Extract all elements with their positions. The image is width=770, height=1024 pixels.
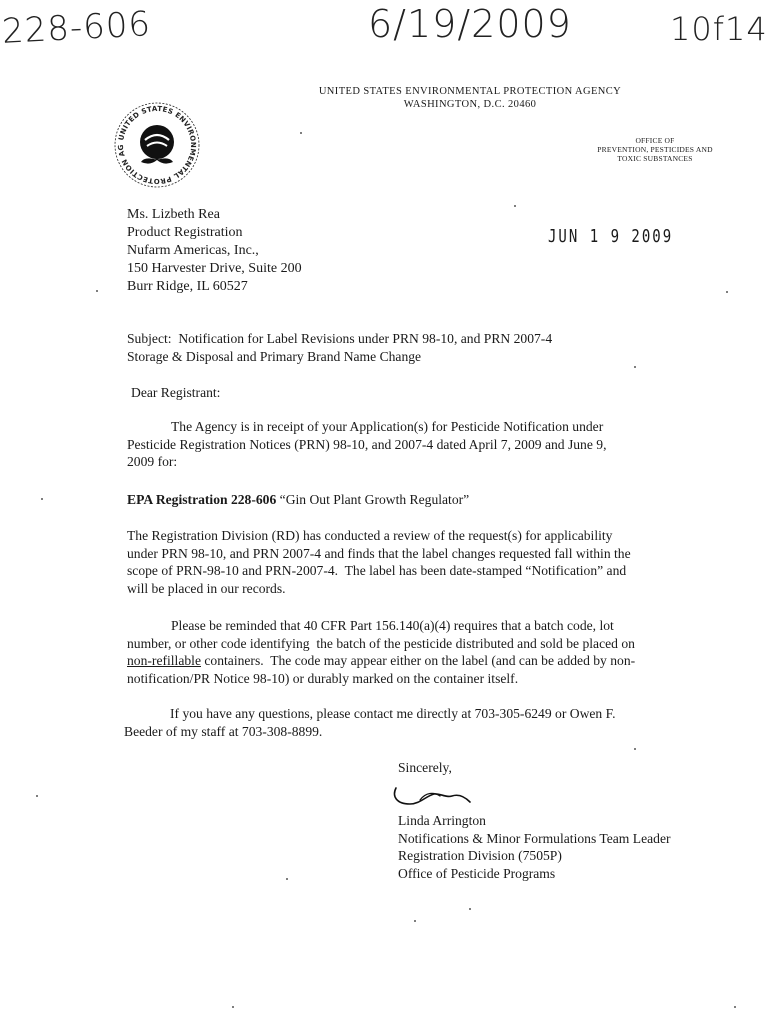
agency-name: UNITED STATES ENVIRONMENTAL PROTECTION AGENCY — [318, 86, 622, 97]
paragraph-contact-line-1: If you have any questions, please contact me directly at 703-305-6249 or Owen F. — [170, 706, 616, 721]
paragraph-receipt-line-1: The Agency is in receipt of your Application(s) for Pesticide Notification under — [171, 419, 604, 434]
office-block — [580, 136, 730, 163]
epa-seal-logo — [112, 100, 202, 190]
paragraph-contact-line-2: Beeder of my staff at 703-308-8899. — [124, 723, 323, 739]
registration-number: EPA Registration 228-606 — [127, 492, 277, 507]
paragraph-review-line-3: scope of PRN-98-10 and PRN-2007-4. The label has been date-stamped “Notification” and — [127, 563, 627, 578]
scan-speck — [634, 748, 636, 750]
signature-scribble — [390, 782, 480, 812]
subject-line-1: Subject: Notification for Label Revisions under PRN 98-10, and PRN 2007-4 — [127, 331, 553, 346]
paragraph-review — [127, 527, 631, 597]
handwritten-page-number: 10f14 — [670, 10, 768, 48]
office-line-3: TOXIC SUBSTANCES — [617, 154, 693, 163]
scan-speck — [36, 795, 38, 797]
scan-speck — [41, 498, 43, 500]
paragraph-batch-line-1: Please be reminded that 40 CFR Part 156.140(a)(4) requires that a batch code, lot — [171, 618, 614, 633]
registration-product-name: “Gin Out Plant Growth Regulator” — [279, 492, 470, 507]
non-refillable-term: non-refillable — [127, 653, 201, 668]
recipient-title: Product Registration — [127, 225, 243, 240]
paragraph-receipt-line-2: Pesticide Registration Notices (PRN) 98-10, and 2007-4 dated April 7, 2009 and June 9, — [127, 436, 607, 452]
office-line-1: OFFICE OF — [635, 136, 675, 145]
office-line-2: PREVENTION, PESTICIDES AND — [597, 145, 713, 154]
signer-office: Office of Pesticide Programs — [398, 865, 556, 881]
letterhead-agency — [260, 85, 680, 111]
paragraph-receipt — [127, 418, 607, 471]
paragraph-batch-line-4: notification/PR Notice 98-10) or durably marked on the container itself. — [127, 670, 519, 686]
date-stamp: JUN 1 9 2009 — [548, 227, 674, 247]
paragraph-review-line-2: under PRN 98-10, and PRN 2007-4 and finds that the label changes requested fall within the — [127, 545, 631, 561]
scan-speck — [734, 1006, 736, 1008]
paragraph-batch-line-3 — [127, 652, 635, 670]
signer-name: Linda Arrington — [398, 813, 486, 828]
subject-line-2: Storage & Disposal and Primary Brand Name Change — [127, 348, 422, 364]
scan-speck — [286, 878, 288, 880]
signer-division: Registration Division (7505P) — [398, 848, 562, 863]
paragraph-receipt-line-3: 2009 for: — [127, 454, 178, 469]
recipient-city: Burr Ridge, IL 60527 — [127, 279, 248, 294]
signature-block — [398, 812, 671, 882]
recipient-street: 150 Harvester Drive, Suite 200 — [127, 261, 302, 276]
scan-speck — [232, 1006, 234, 1008]
closing: Sincerely, — [398, 760, 452, 775]
paragraph-review-line-4: will be placed in our records. — [127, 580, 286, 596]
signer-title: Notifications & Minor Formulations Team Leader — [398, 830, 671, 846]
paragraph-batch-code — [127, 617, 635, 687]
paragraph-review-line-1: The Registration Division (RD) has conducted a review of the request(s) for applicability — [127, 528, 613, 543]
registration-line — [127, 491, 469, 509]
recipient-address — [127, 206, 302, 296]
seal-text: UNITED STATES ENVIRONMENTAL PROTECTION AG — [116, 104, 198, 186]
scan-speck — [300, 132, 302, 134]
subject — [127, 330, 552, 365]
agency-city: WASHINGTON, D.C. 20460 — [403, 99, 537, 110]
recipient-name: Ms. Lizbeth Rea — [127, 207, 220, 222]
salutation: Dear Registrant: — [131, 385, 221, 400]
paragraph-batch-line-3-rest: containers. The code may appear either on the label (and can be added by non- — [200, 653, 636, 668]
epa-seal — [112, 100, 202, 190]
handwritten-reg-number: 228-606 — [1, 4, 153, 52]
scan-speck — [414, 920, 416, 922]
signature — [390, 782, 480, 812]
paragraph-batch-line-2: number, or other code identifying the batch of the pesticide distributed and sold be placed on — [127, 635, 635, 651]
scan-speck — [96, 290, 98, 292]
scan-speck — [634, 366, 636, 368]
handwritten-date: 6/19/2009 — [368, 2, 572, 46]
recipient-company: Nufarm Americas, Inc., — [127, 243, 259, 258]
scan-speck — [726, 291, 728, 293]
paragraph-contact — [124, 705, 616, 740]
scan-speck — [469, 908, 471, 910]
scan-speck — [514, 205, 516, 207]
